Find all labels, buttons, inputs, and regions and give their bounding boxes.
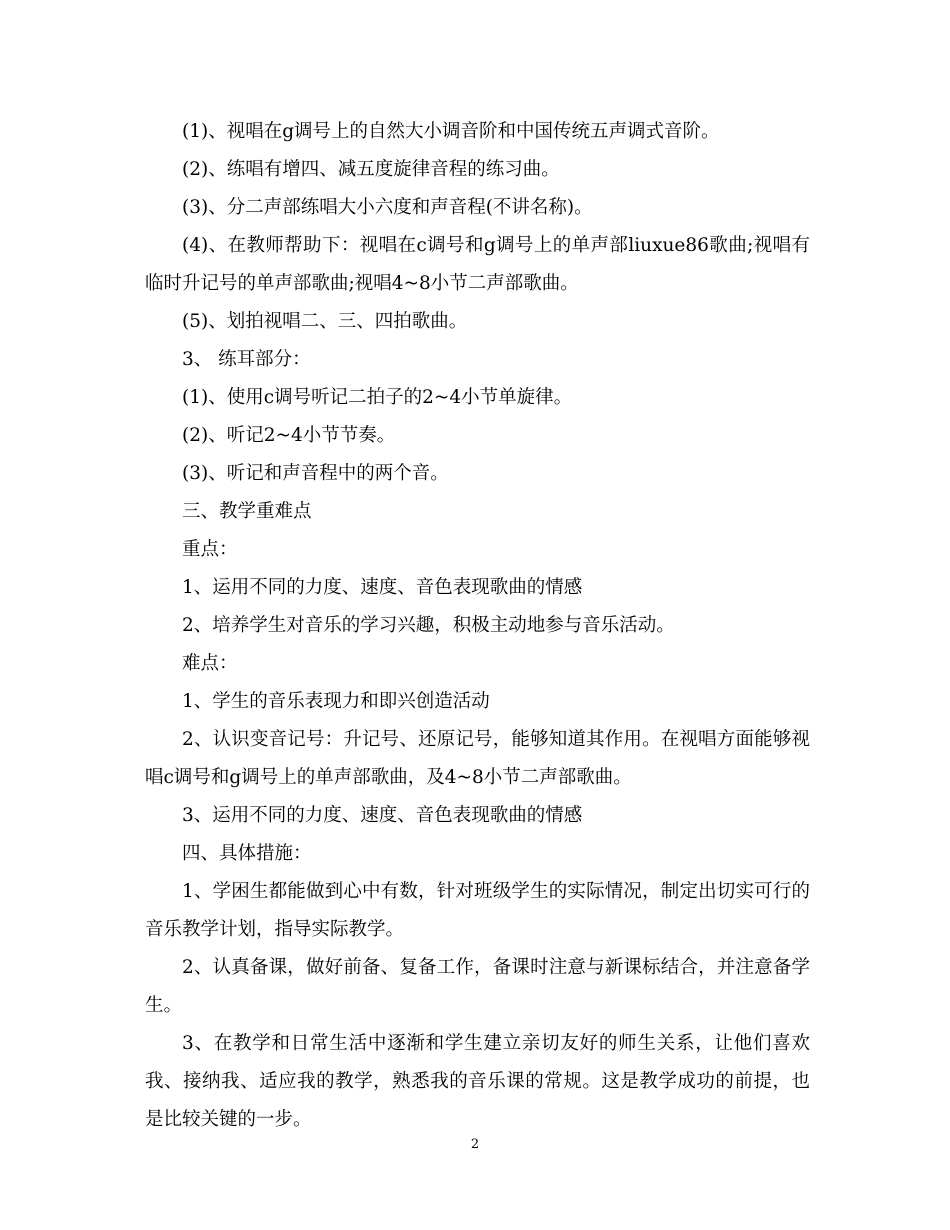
- paragraph: 1、运用不同的力度、速度、音色表现歌曲的情感: [182, 577, 583, 598]
- paragraph: 3、运用不同的力度、速度、音色表现歌曲的情感: [182, 805, 583, 826]
- paragraph: 2、认真备课，做好前备、复备工作，备课时注意与新课标结合，并注意备学生。: [145, 957, 810, 1016]
- paragraph: 2、认识变音记号：升记号、还原记号，能够知道其作用。在视唱方面能够视唱c调号和g调号上的单声部歌曲，及4~8小节二声部歌曲。: [145, 729, 810, 788]
- paragraph: (2)、听记2~4小节节奏。: [182, 425, 396, 446]
- document-body: [145, 113, 810, 1139]
- paragraph: 1、学困生都能做到心中有数，针对班级学生的实际情况，制定出切实可行的音乐教学计划，指导实际教学。: [145, 881, 810, 940]
- paragraph: (1)、使用c调号听记二拍子的2~4小节单旋律。: [182, 387, 573, 408]
- paragraph: (5)、划拍视唱二、三、四拍歌曲。: [182, 311, 468, 332]
- paragraph: 3、在教学和日常生活中逐渐和学生建立亲切友好的师生关系，让他们喜欢我、接纳我、适应我的教学，熟悉我的音乐课的常规。这是教学成功的前提，也是比较关键的一步。: [145, 1033, 810, 1130]
- section-heading: 三、教学重难点: [182, 501, 312, 522]
- paragraph: (1)、视唱在g调号上的自然大小调音阶和中国传统五声调式音阶。: [182, 121, 720, 142]
- paragraph: (2)、练唱有增四、减五度旋律音程的练习曲。: [182, 159, 560, 180]
- subheading: 难点：: [182, 653, 238, 674]
- paragraph: (4)、在教师帮助下：视唱在c调号和g调号上的单声部liuxue86歌曲;视唱有临时升记号的单声部歌曲;视唱4~8小节二声部歌曲。: [145, 235, 810, 294]
- section-heading: 3、 练耳部分：: [182, 349, 311, 370]
- subheading: 重点：: [182, 539, 238, 560]
- section-heading: 四、具体措施：: [182, 843, 312, 864]
- paragraph: (3)、分二声部练唱大小六度和声音程(不讲名称)。: [182, 197, 593, 218]
- paragraph: (3)、听记和声音程中的两个音。: [182, 463, 449, 484]
- paragraph: 1、学生的音乐表现力和即兴创造活动: [182, 691, 490, 712]
- page-number: 2: [470, 1137, 480, 1152]
- paragraph: 2、培养学生对音乐的学习兴趣，积极主动地参与音乐活动。: [182, 615, 675, 636]
